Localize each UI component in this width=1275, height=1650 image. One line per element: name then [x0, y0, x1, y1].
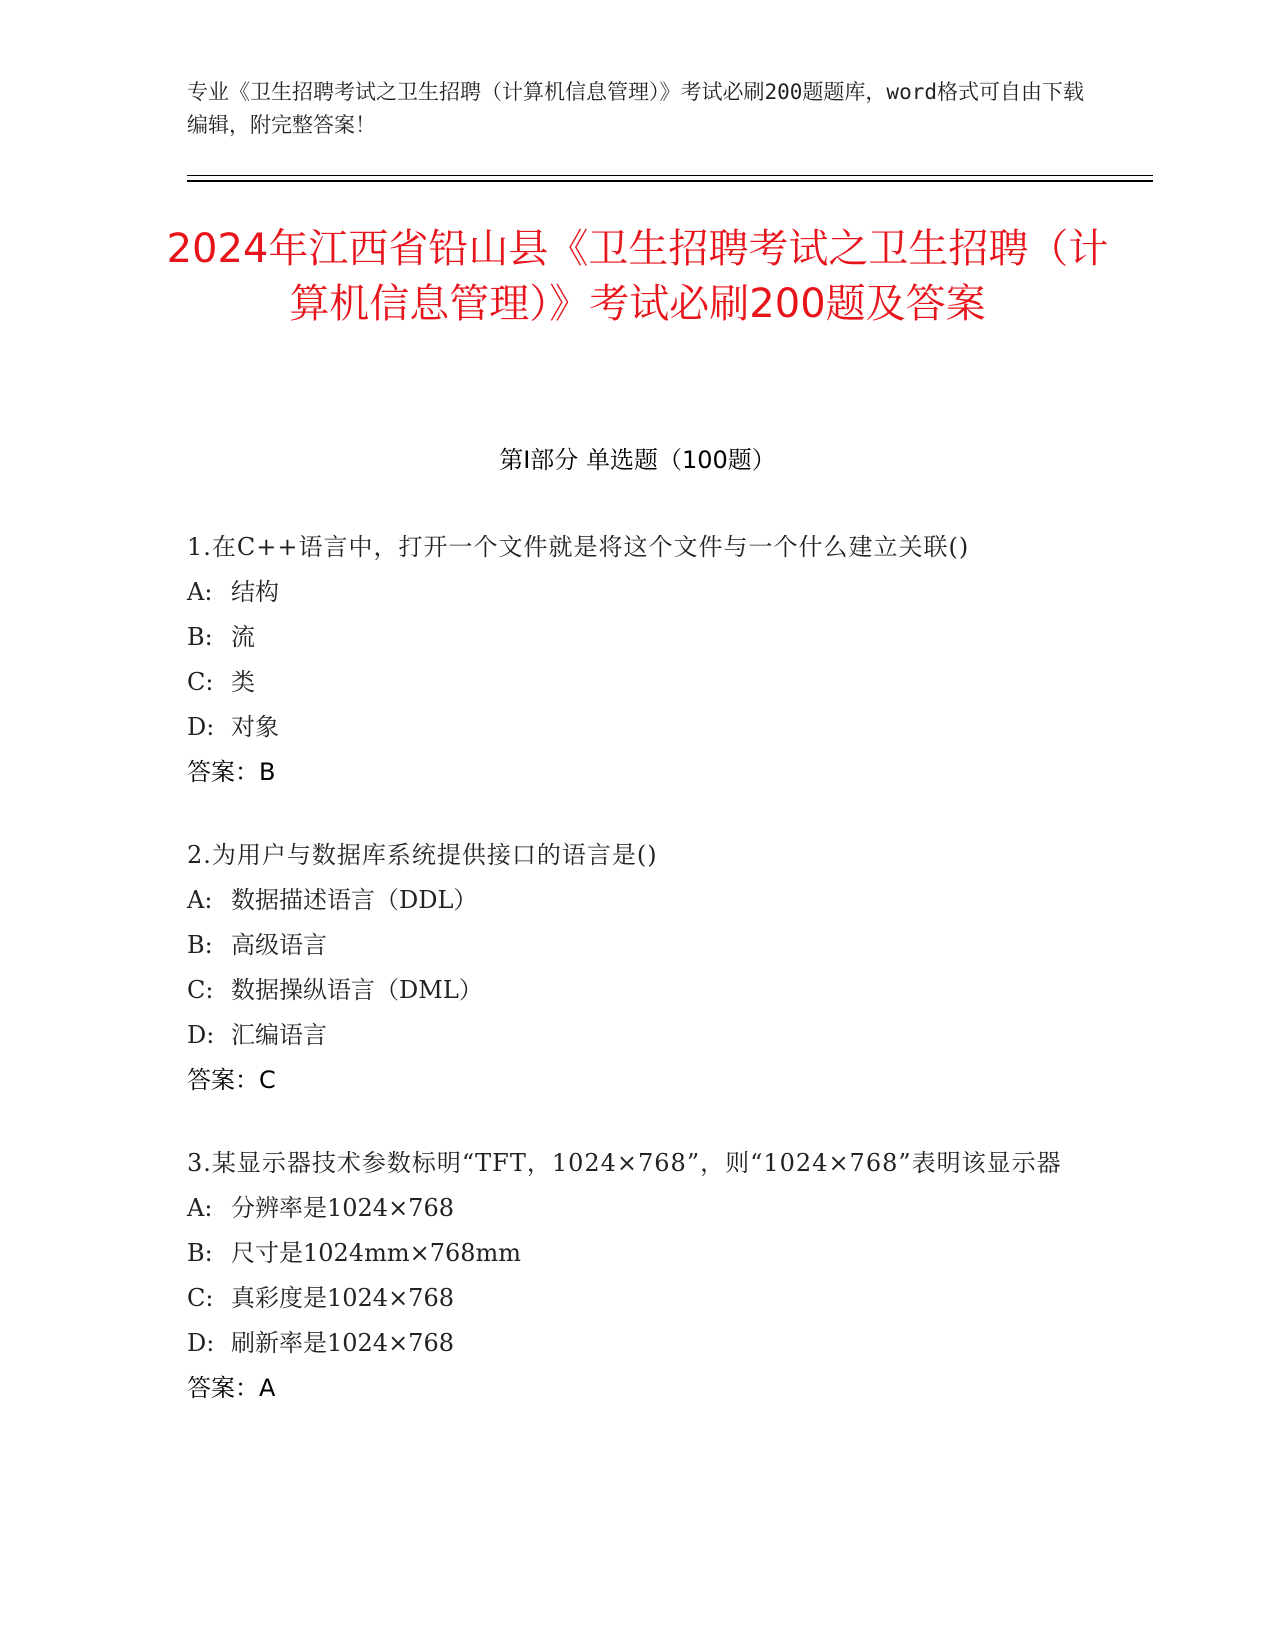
option-text: 尺寸是1024mm×768mm: [231, 1239, 522, 1267]
section-title: 第I部分 单选题（100题）: [499, 446, 776, 474]
question-3: [187, 1141, 1087, 1411]
option-c: [187, 660, 1087, 705]
option-text: 分辨率是1024×768: [231, 1194, 454, 1222]
option-key: D:: [187, 1329, 215, 1357]
header-divider-thin: [187, 175, 1153, 176]
option-key: C:: [187, 1284, 214, 1312]
option-key: A:: [187, 886, 213, 914]
question-stem: 3.某显示器技术参数标明“TFT，1024×768”，则“1024×768”表明该显示器: [187, 1149, 1062, 1177]
question-stem: 2.为用户与数据库系统提供接口的语言是(): [187, 841, 658, 869]
answer-value: C: [259, 1066, 276, 1094]
option-a: [187, 570, 1087, 615]
option-a: [187, 878, 1087, 923]
option-text: 对象: [231, 713, 279, 741]
option-b: [187, 923, 1087, 968]
answer-value: A: [259, 1374, 276, 1402]
answer-line: [187, 750, 1087, 795]
option-text: 结构: [231, 578, 279, 606]
option-b: [187, 1231, 1087, 1276]
option-text: 高级语言: [231, 931, 327, 959]
option-key: C:: [187, 976, 214, 1004]
option-key: D:: [187, 713, 215, 741]
header-divider-thick: [187, 180, 1153, 182]
answer-label: 答案：: [187, 758, 259, 786]
option-d: [187, 1321, 1087, 1366]
header-note: 专业《卫生招聘考试之卫生招聘（计算机信息管理）》考试必刷200题题库，word格式可自由下载编辑，附完整答案！: [187, 80, 1084, 137]
option-b: [187, 615, 1087, 660]
question-stem: 1.在C++语言中，打开一个文件就是将这个文件与一个什么建立关联(): [187, 533, 970, 561]
document-title: 2024年江西省铅山县《卫生招聘考试之卫生招聘（计算机信息管理）》考试必刷200题及答案: [166, 226, 1109, 327]
option-c: [187, 1276, 1087, 1321]
option-key: C:: [187, 668, 214, 696]
option-d: [187, 1013, 1087, 1058]
option-text: 刷新率是1024×768: [231, 1329, 454, 1357]
answer-value: B: [259, 758, 276, 786]
option-text: 汇编语言: [231, 1021, 327, 1049]
option-key: B:: [187, 931, 213, 959]
option-text: 流: [231, 623, 255, 651]
option-c: [187, 968, 1087, 1013]
answer-line: [187, 1366, 1087, 1411]
answer-label: 答案：: [187, 1374, 259, 1402]
option-text: 数据操纵语言（DML）: [231, 976, 483, 1004]
option-text: 真彩度是1024×768: [231, 1284, 454, 1312]
option-key: D:: [187, 1021, 215, 1049]
option-key: B:: [187, 623, 213, 651]
option-d: [187, 705, 1087, 750]
option-key: A:: [187, 1194, 213, 1222]
option-text: 类: [231, 668, 255, 696]
question-1: [187, 525, 1087, 795]
answer-line: [187, 1058, 1087, 1103]
answer-label: 答案：: [187, 1066, 259, 1094]
question-2: [187, 833, 1087, 1103]
option-key: A:: [187, 578, 213, 606]
option-text: 数据描述语言（DDL）: [231, 886, 478, 914]
option-key: B:: [187, 1239, 213, 1267]
question-list: [187, 525, 1087, 1449]
option-a: [187, 1186, 1087, 1231]
